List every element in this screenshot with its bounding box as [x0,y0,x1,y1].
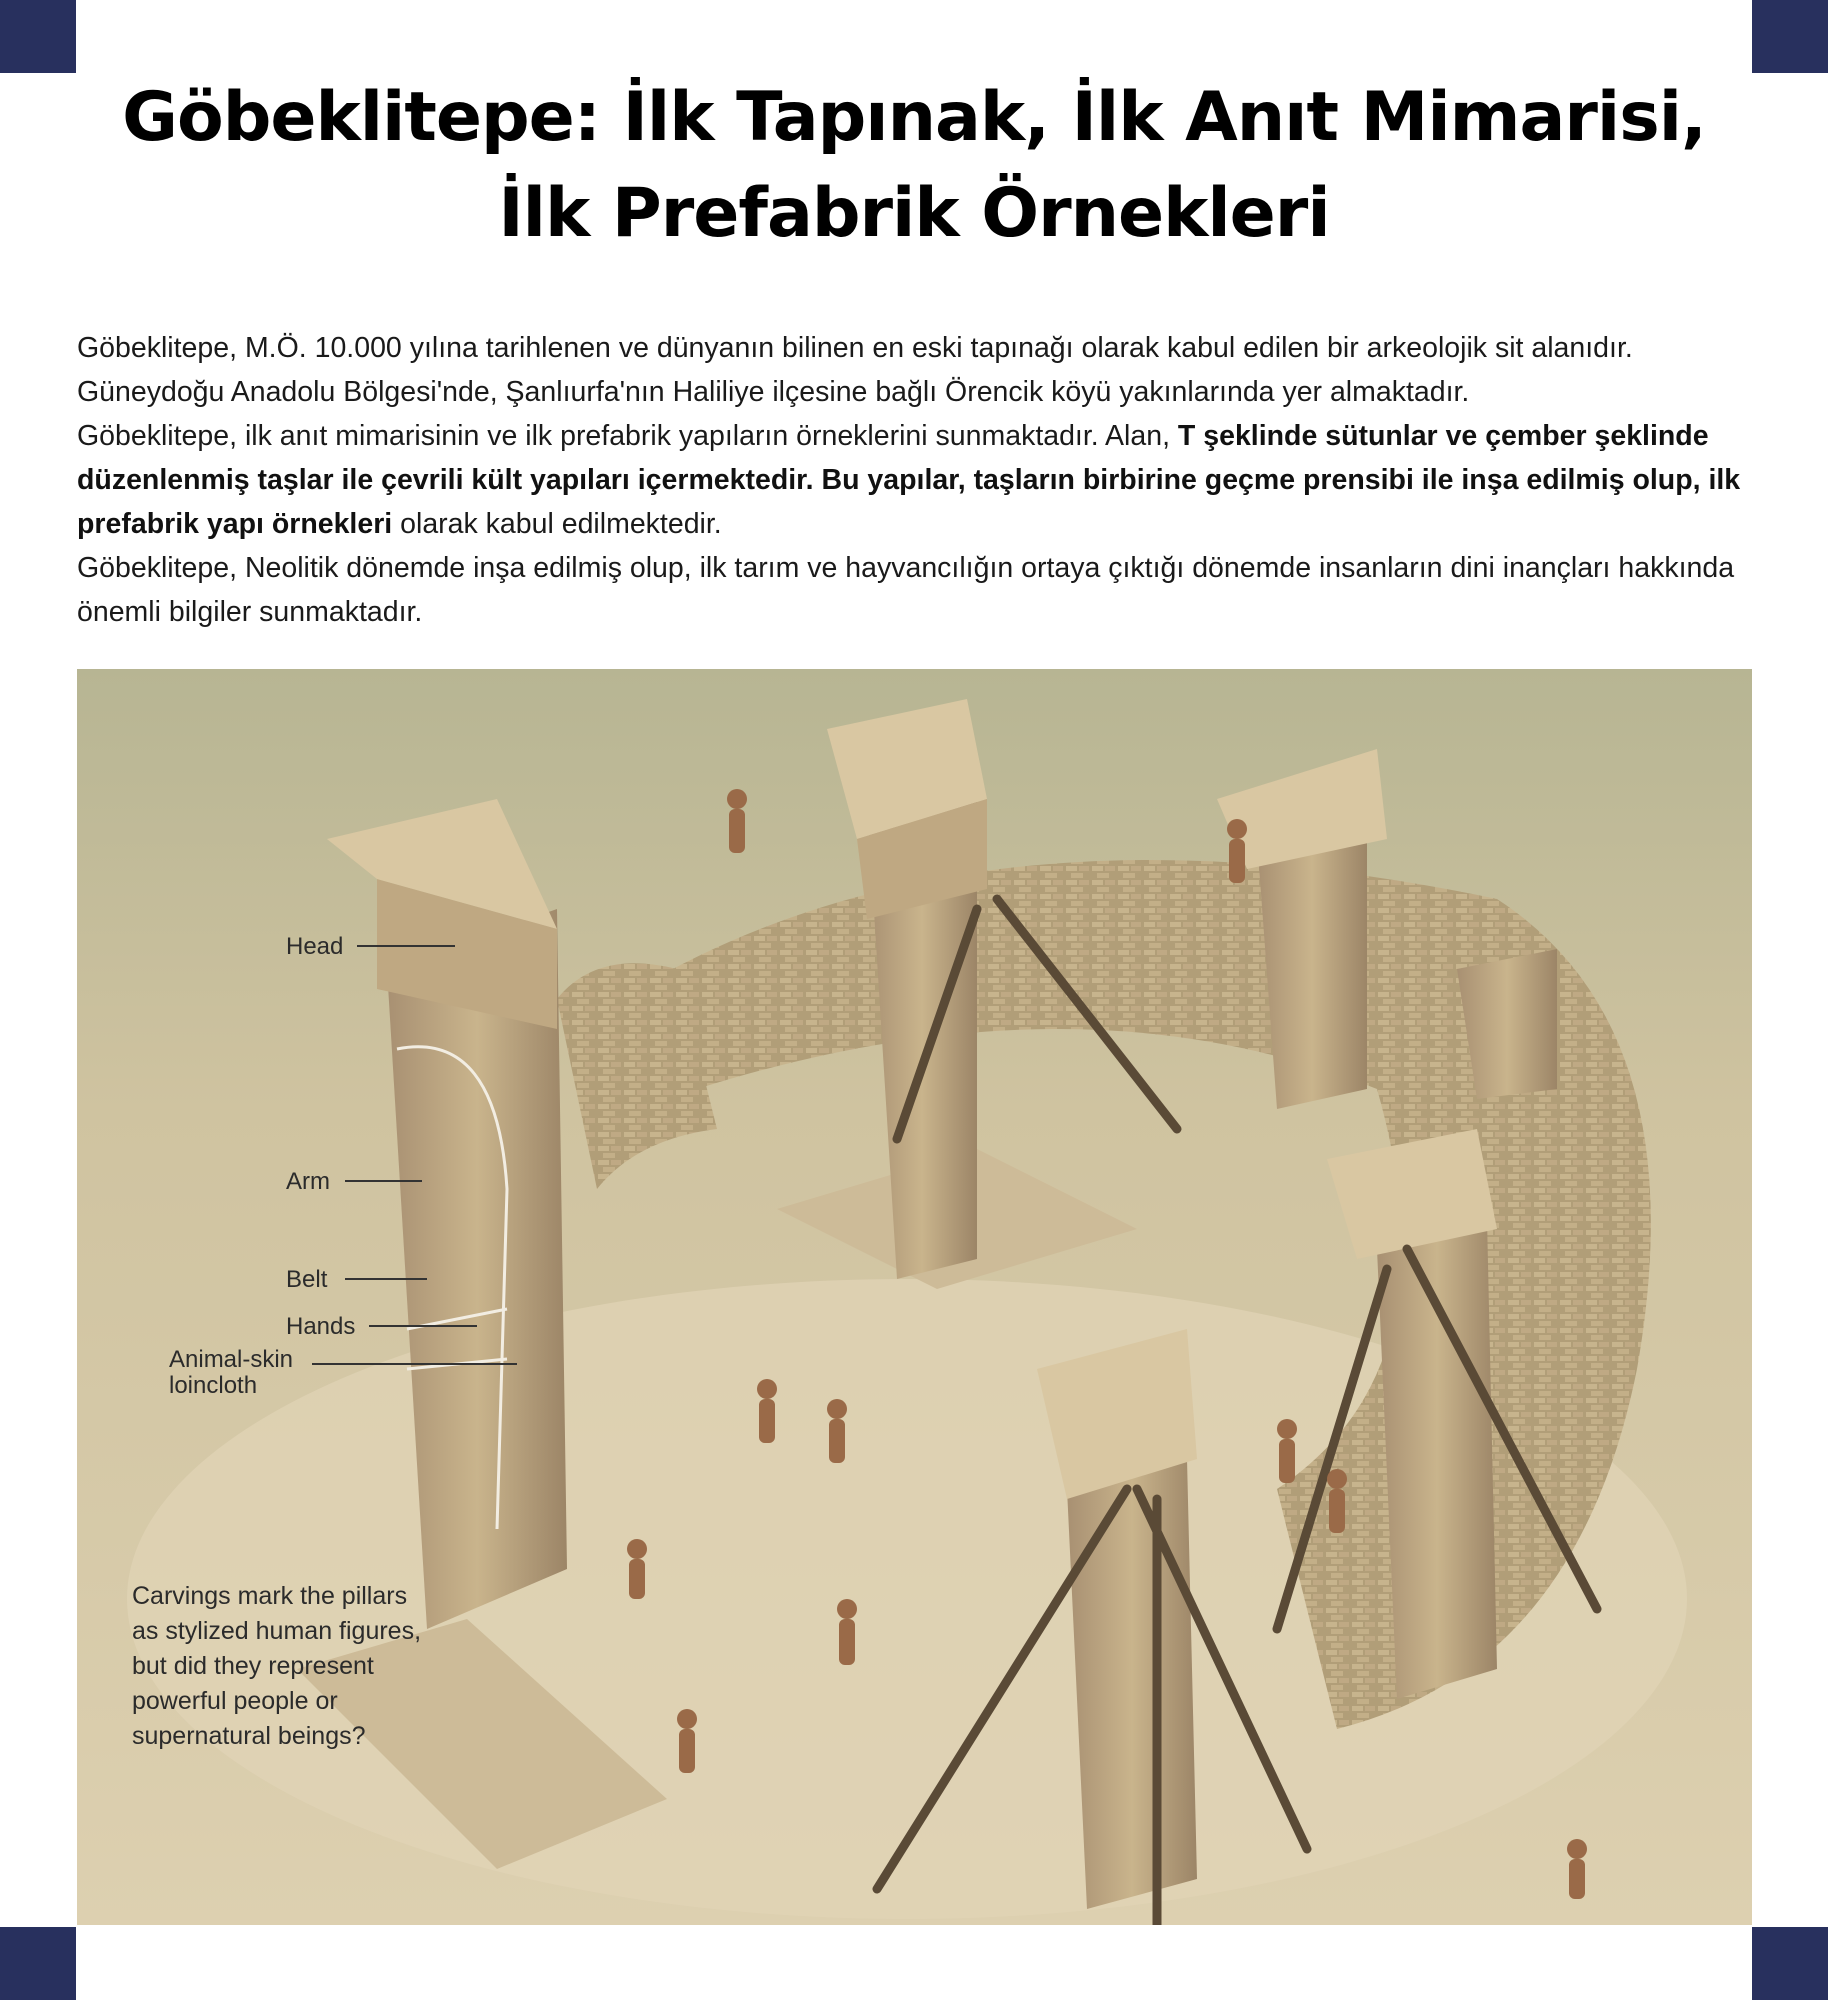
label-loincloth-line1: Animal-skin [169,1346,294,1373]
caption-line-1: Carvings mark the pillars [132,1582,408,1610]
label-head: Head [286,933,344,960]
illustration-canvas [77,669,1752,1925]
caption-line-2: as stylized human figures, [132,1617,422,1645]
paragraph-intro: Göbeklitepe, M.Ö. 10.000 yılına tarihlenen ve dünyanın bilinen en eski tapınağı olarak kabul edilen bir arkeolojik sit alanıdır. Güneydoğu Anadolu Bölgesi'nde, Şanlıurfa'nın Haliliye ilçesine bağlı Örencik köyü yakınlarında yer almaktadır. [77,332,1633,408]
gobeklitepe-illustration [77,669,1752,1925]
corner-decoration-top-right [1752,0,1828,73]
corner-decoration-top-left [0,0,76,73]
paragraph-neolithic: Göbeklitepe, Neolitik dönemde inşa edilmiş olup, ilk tarım ve hayvancılığın ortaya çıktığı dönemde insanların dini inançları hakkında önemli bilgiler sunmaktadır. [77,552,1735,628]
caption-line-3: but did they represent [132,1652,374,1680]
caption-line-5: supernatural beings? [132,1722,366,1750]
label-hands: Hands [286,1313,356,1340]
paragraph-architecture [77,414,1757,546]
corner-decoration-bottom-left [0,1927,76,2000]
label-loincloth-line2: loincloth [169,1372,258,1399]
label-arm: Arm [286,1168,330,1195]
article-body [77,326,1757,634]
label-belt: Belt [286,1266,328,1293]
paragraph-architecture-bold: T şeklinde sütunlar ve çember şeklinde düzenlenmiş taşlar ile çevrili kült yapıları içermektedir. Bu yapılar, taşların birbirine geçme prensibi ile inşa edilmiş olup, ilk prefabrik yapı örnekleri [77,420,1741,540]
page-title: Göbeklitepe: İlk Tapınak, İlk Anıt Mimarisi, İlk Prefabrik Örnekleri [122,78,1706,253]
paragraph-architecture-end: olarak kabul edilmektedir. [392,508,722,540]
caption-line-4: powerful people or [132,1687,338,1715]
paragraph-architecture-start: Göbeklitepe, ilk anıt mimarisinin ve ilk prefabrik yapıların örneklerini sunmaktadır. Alan, [77,420,1178,452]
corner-decoration-bottom-right [1752,1927,1828,2000]
